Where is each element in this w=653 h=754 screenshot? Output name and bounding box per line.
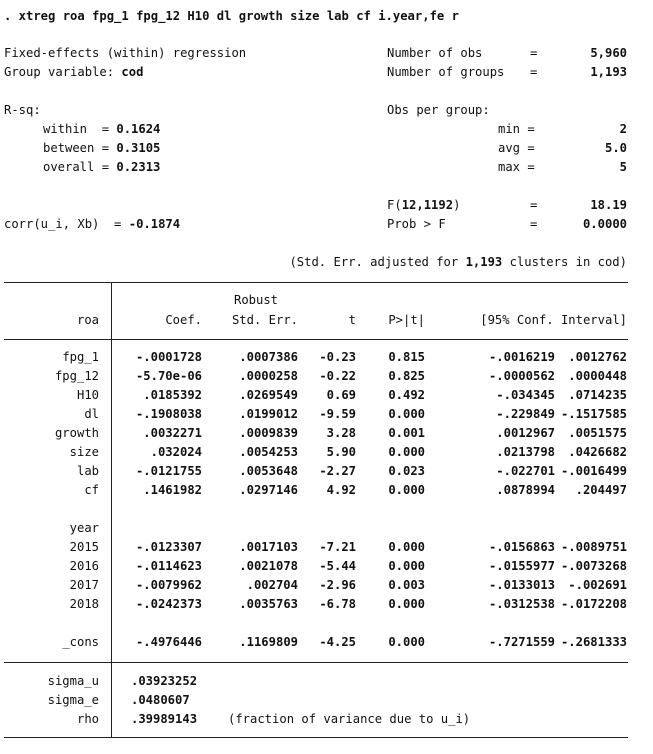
cell-p: 0.000 [388,635,425,649]
sigma-e-value: .0480607 [131,693,190,707]
cell-var: _cons [62,635,99,649]
col-dep-var: roa [76,313,99,327]
cell-ci-high: .204497 [575,483,627,497]
col-coef: Coef. [165,313,202,327]
table-cons-rule [4,662,628,663]
cell-var: dl [84,407,99,421]
cell-ci-high: .0051575 [568,426,627,440]
cell-p: 0.000 [388,407,425,421]
cell-var: cf [84,483,99,497]
cell-ci-low: -.229849 [496,407,555,421]
nobs-label: Number of obs [387,46,483,60]
cell-coef: -.4976446 [135,635,202,649]
cell-ci-high: -.1517585 [560,407,627,421]
ngroups-label: Number of groups [387,65,505,79]
obs-per-group-label: Obs per group: [387,103,490,117]
sigma-e-label: sigma_e [47,693,99,707]
cell-ci-high: .0426682 [568,445,627,459]
cell-var: size [69,445,99,459]
avg-value: 5.0 [604,141,627,155]
rho-value: .39989143 [131,712,198,726]
group-variable-label: Group variable: [4,65,122,79]
f-eq: = [530,198,538,212]
cell-p: 0.000 [388,540,425,554]
cell-t: -2.96 [319,578,356,592]
cell-p: 0.492 [388,388,425,402]
min-label: min = [498,122,535,136]
cell-se: .002704 [246,578,298,592]
cell-coef: -.0121755 [135,464,202,478]
group-variable [4,65,143,80]
cell-p: 0.825 [388,369,425,383]
cell-p: 0.001 [388,426,425,440]
cell-ci-low: .0878994 [496,483,555,497]
nobs-eq: = [530,46,538,60]
cell-t: -2.27 [319,464,356,478]
cell-coef: .032024 [150,445,202,459]
cell-coef: -.0242373 [135,597,202,611]
ngroups-value: 1,193 [590,65,627,79]
cell-p: 0.000 [388,483,425,497]
cell-coef: -5.70e-06 [135,369,202,383]
cell-coef: -.0079962 [135,578,202,592]
rsq-between: between = 0.3105 [43,141,161,155]
cell-se: .0009839 [239,426,298,440]
f-stat-value: 18.19 [590,198,627,212]
prob-f-label: Prob > F [387,217,446,231]
prob-f-value: 0.0000 [582,217,627,231]
table-header-rule [4,339,628,340]
cell-ci-high: -.0089751 [560,540,627,554]
cell-ci-low: -.0000562 [488,369,555,383]
cell-p: 0.000 [388,597,425,611]
cell-p: 0.815 [388,350,425,364]
cell-var: H10 [76,388,99,402]
sigma-u-label: sigma_u [47,674,99,688]
cell-p: 0.023 [388,464,425,478]
cell-coef: -.1908038 [135,407,202,421]
cell-var: 2015 [69,540,99,554]
cell-var: 2018 [69,597,99,611]
cell-ci-high: -.0016499 [560,464,627,478]
cell-se: .0017103 [239,540,298,554]
cell-ci-low: -.0155977 [488,559,555,573]
cell-ci-low: -.0016219 [488,350,555,364]
rsq-within: within = 0.1624 [43,122,161,136]
cell-var: fpg_1 [62,350,99,364]
cell-coef: .1461982 [143,483,202,497]
cell-ci-high: -.0073268 [560,559,627,573]
cell-ci-high: -.2681333 [560,635,627,649]
cell-coef: -.0123307 [135,540,202,554]
cell-t: 5.90 [326,445,356,459]
rsq-label: R-sq: [4,103,41,117]
cell-ci-low: .0213798 [496,445,555,459]
cell-ci-low: -.0156863 [488,540,555,554]
cell-t: -0.22 [319,369,356,383]
stderr-note: (Std. Err. adjusted for 1,193 clusters in cod) [289,255,627,269]
cell-t: -4.25 [319,635,356,649]
sigma-u-value: .03923252 [131,674,198,688]
cell-se: .0297146 [239,483,298,497]
cell-ci-high: -.002691 [568,578,627,592]
cell-ci-high: .0714235 [568,388,627,402]
cell-ci-low: -.0133013 [488,578,555,592]
cell-ci-high: -.0172208 [560,597,627,611]
cell-t: -6.78 [319,597,356,611]
model-title: Fixed-effects (within) regression [4,46,247,60]
cell-var: lab [76,464,99,478]
rho-label: rho [76,712,99,726]
cell-t: -9.59 [319,407,356,421]
cell-t: -5.44 [319,559,356,573]
cell-se: .0000258 [239,369,298,383]
cell-coef: -.0001728 [135,350,202,364]
cell-p: 0.003 [388,578,425,592]
cell-se: .0053648 [239,464,298,478]
f-stat-label: F(12,1192) [387,198,461,212]
cell-ci-low: -.7271559 [488,635,555,649]
prob-eq: = [530,217,538,231]
cell-var: 2017 [69,578,99,592]
cell-t: -0.23 [319,350,356,364]
cell-se: .0269549 [239,388,298,402]
cell-p: 0.000 [388,445,425,459]
cell-t: 0.69 [326,388,356,402]
cell-t: 4.92 [326,483,356,497]
cell-se: .0007386 [239,350,298,364]
table-bottom-rule [4,737,628,738]
cell-se: .0035763 [239,597,298,611]
cell-t: 3.28 [326,426,356,440]
cell-coef: -.0114623 [135,559,202,573]
cell-p: 0.000 [388,559,425,573]
cell-ci-low: -.022701 [496,464,555,478]
rho-note: (fraction of variance due to u_i) [228,712,471,726]
cell-coef: .0185392 [143,388,202,402]
cell-se: .1169809 [239,635,298,649]
table-top-rule [4,282,628,283]
group-variable-value: cod [121,65,144,79]
col-std-err: Std. Err. [231,313,298,327]
cell-t: -7.21 [319,540,356,554]
cell-ci-low: .0012967 [496,426,555,440]
command-line: . xtreg roa fpg_1 fpg_12 H10 dl growth size lab cf i.year,fe r [4,9,459,23]
table-divider [111,282,112,737]
cell-se: .0199012 [239,407,298,421]
cell-var: fpg_12 [54,369,99,383]
ngroups-eq: = [530,65,538,79]
cell-ci-low: -.0312538 [488,597,555,611]
robust-label: Robust [234,293,279,307]
cell-se: .0054253 [239,445,298,459]
avg-label: avg = [498,141,535,155]
year-group-label: year [69,521,99,535]
cell-coef: .0032271 [143,426,202,440]
max-value: 5 [619,160,627,174]
min-value: 2 [619,122,627,136]
col-t: t [348,313,356,327]
col-p: P>|t| [388,313,425,327]
cell-ci-low: -.034345 [496,388,555,402]
cell-se: .0021078 [239,559,298,573]
col-conf-interval: [95% Conf. Interval] [480,313,627,327]
nobs-value: 5,960 [590,46,627,60]
cell-ci-high: .0000448 [568,369,627,383]
rsq-overall: overall = 0.2313 [43,160,161,174]
cell-ci-high: .0012762 [568,350,627,364]
max-label: max = [498,160,535,174]
cell-var: growth [54,426,99,440]
corr-ui-xb: corr(u_i, Xb) = -0.1874 [4,217,181,231]
cell-var: 2016 [69,559,99,573]
